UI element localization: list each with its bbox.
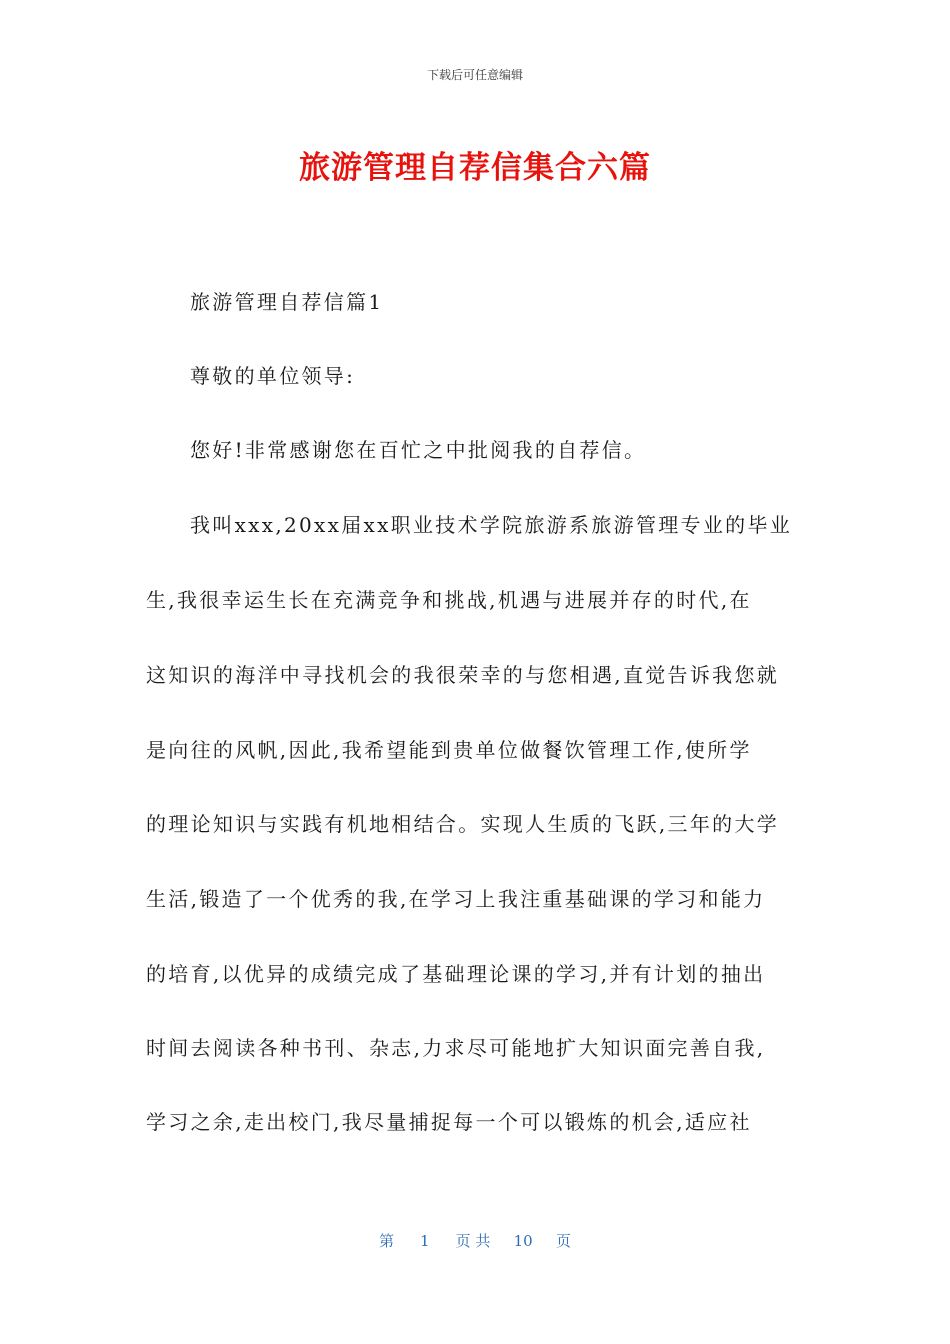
body-line: 时间去阅读各种书刊、杂志,力求尽可能地扩大知识面完善自我, [146,1036,766,1060]
body-line: 的培育,以优异的成绩完成了基础理论课的学习,并有计划的抽出 [146,962,766,986]
page-footer [0,1230,950,1251]
page-label: 页 共 [455,1232,491,1250]
section-heading: 旅游管理自荐信篇1 [190,290,384,314]
header-note: 下载后可任意编辑 [426,68,523,82]
greeting-paragraph: 您好!非常感谢您在百忙之中批阅我的自荐信。 [190,438,647,462]
body-line: 学习之余,走出校门,我尽量捕捉每一个可以锻炼的机会,适应社 [146,1110,752,1134]
page-label: 第 [379,1232,395,1250]
salutation: 尊敬的单位领导: [190,364,356,388]
body-line: 生活,锻造了一个优秀的我,在学习上我注重基础课的学习和能力 [146,887,766,911]
body-line: 生,我很幸运生长在充满竞争和挑战,机遇与进展并存的时代,在 [146,588,752,612]
body-line: 的理论知识与实践有机地相结合。实现人生质的飞跃,三年的大学 [146,812,780,836]
body-line: 是向往的风帆,因此,我希望能到贵单位做餐饮管理工作,使所学 [146,738,752,762]
body-line: 这知识的海洋中寻找机会的我很荣幸的与您相遇,直觉告诉我您就 [146,663,780,687]
document-title: 旅游管理自荐信集合六篇 [299,150,651,186]
total-pages: 10 [513,1232,533,1250]
body-line: 我叫xxx,20xx届xx职业技术学院旅游系旅游管理专业的毕业 [190,513,793,537]
page-number: 1 [420,1232,430,1250]
page-label: 页 [555,1232,571,1250]
